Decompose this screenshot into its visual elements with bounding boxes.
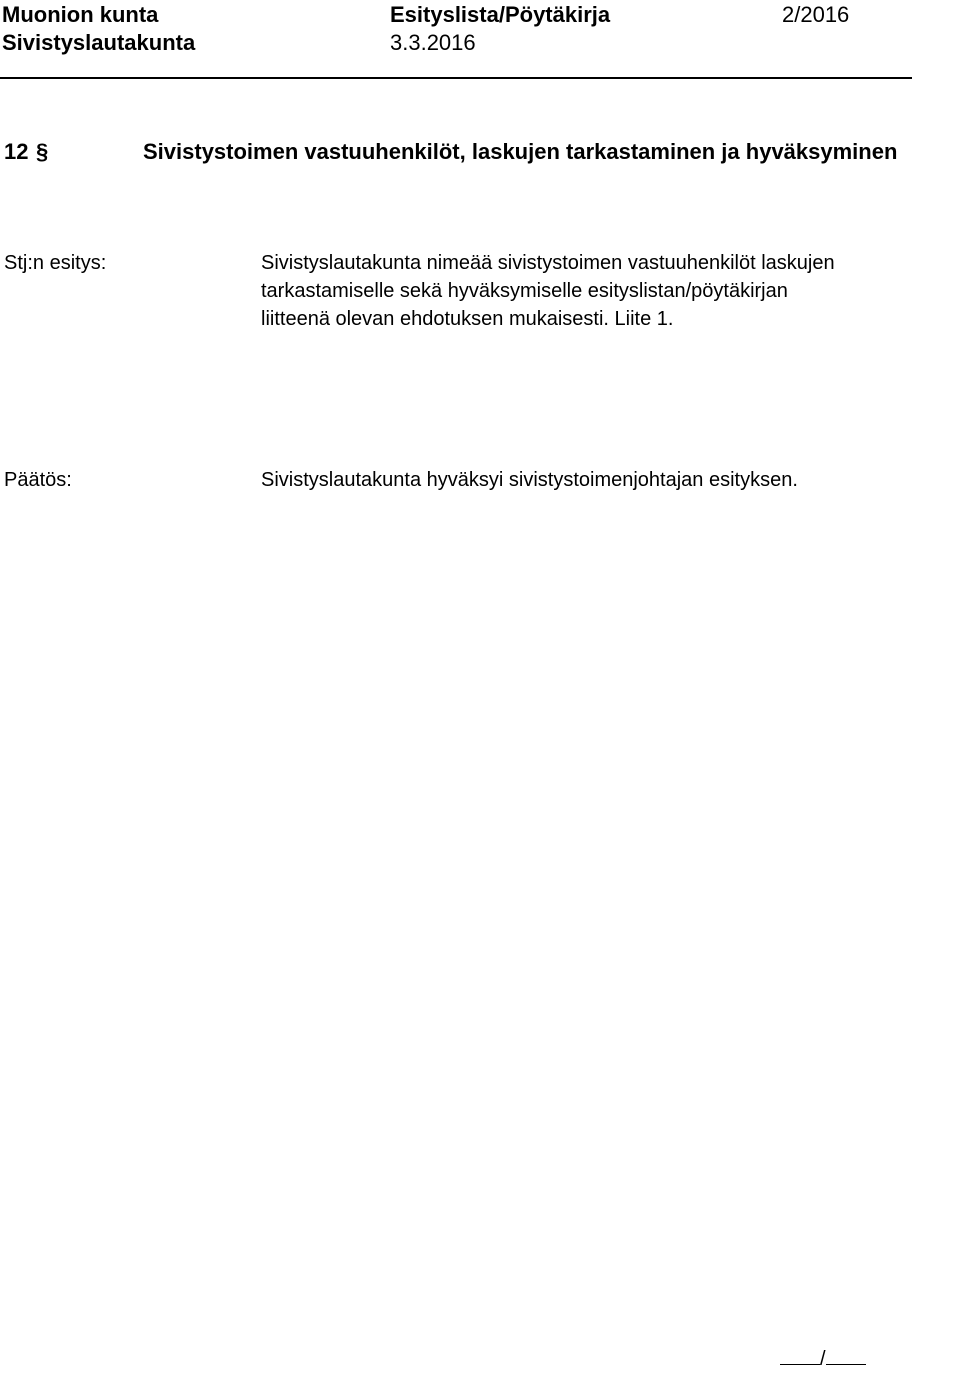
municipality-name: Muonion kunta <box>2 2 159 27</box>
decision-text: Sivistyslautakunta hyväksyi sivistystoimenjohtajan esityksen. <box>261 469 798 491</box>
board-name: Sivistyslautakunta <box>2 30 196 55</box>
initials-blank-right <box>826 1346 866 1365</box>
proposal-label: Stj:n esitys: <box>4 252 107 274</box>
document-number: 2/2016 <box>782 2 850 27</box>
proposal-line: liitteenä olevan ehdotuksen mukaisesti. Liite 1. <box>261 308 674 330</box>
proposal-line: Sivistyslautakunta nimeää sivistystoimen vastuuhenkilöt laskujen <box>261 252 835 274</box>
initials-separator: / <box>820 1348 826 1370</box>
item-title: Sivistystoimen vastuuhenkilöt, laskujen tarkastaminen ja hyväksyminen <box>143 139 898 164</box>
initials-blank-left <box>780 1346 820 1365</box>
decision-label: Päätös: <box>4 469 72 491</box>
initials-field <box>780 1346 866 1371</box>
section-sign-icon: § <box>36 139 49 164</box>
proposal-line: tarkastamiselle sekä hyväksymiselle esityslistan/pöytäkirjan <box>261 280 788 302</box>
meeting-date: 3.3.2016 <box>390 30 476 55</box>
header-divider <box>0 77 912 79</box>
item-number: 12 <box>4 139 29 164</box>
proposal-text <box>261 249 951 333</box>
document-type: Esityslista/Pöytäkirja <box>390 2 611 27</box>
